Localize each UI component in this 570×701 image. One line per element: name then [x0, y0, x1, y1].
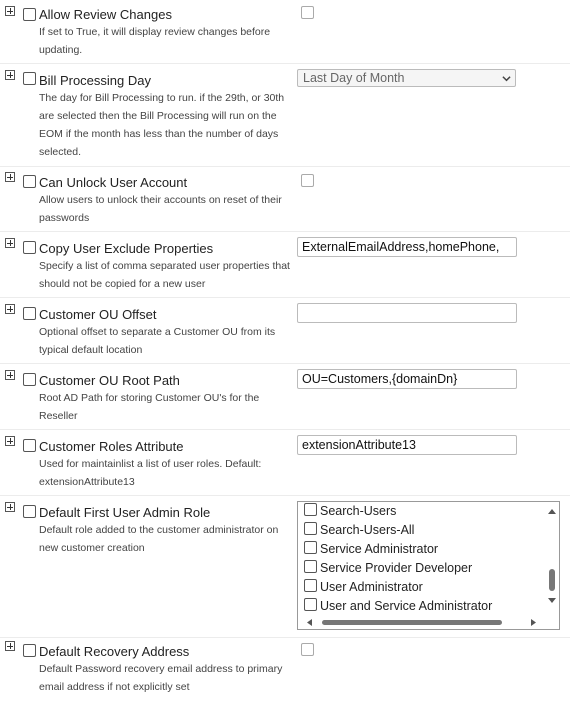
expand-icon[interactable]	[5, 238, 15, 248]
horizontal-scrollbar[interactable]	[298, 616, 545, 629]
option-checkbox[interactable]	[304, 598, 317, 611]
expand-icon[interactable]	[5, 172, 15, 182]
divider	[0, 495, 570, 496]
expand-icon[interactable]	[5, 6, 15, 16]
setting-title: Customer Roles Attribute	[39, 439, 184, 454]
expand-icon[interactable]	[5, 502, 15, 512]
scrollbar-thumb	[322, 620, 502, 625]
setting-description: Optional offset to separate a Customer OU from its typical default location	[39, 326, 276, 356]
value-checkbox[interactable]	[301, 643, 314, 656]
setting-title: Default Recovery Address	[39, 644, 190, 659]
expand-icon[interactable]	[5, 370, 15, 380]
option-checkbox[interactable]	[304, 579, 317, 592]
scroll-left-arrow-icon	[307, 619, 312, 626]
option-checkbox[interactable]	[304, 560, 317, 573]
divider	[0, 637, 570, 638]
list-item[interactable]: Service Administrator	[304, 541, 438, 556]
setting-title: Allow Review Changes	[39, 7, 172, 22]
setting-description: Specify a list of comma separated user properties that should not be copied for a new user	[39, 260, 290, 290]
setting-title: Customer OU Root Path	[39, 373, 180, 388]
setting-title: Can Unlock User Account	[39, 175, 188, 190]
setting-description: Root AD Path for storing Customer OU's for the Reseller	[39, 392, 260, 422]
select-value: Last Day of Month	[303, 71, 405, 85]
select-checkbox[interactable]	[23, 175, 36, 188]
scrollbar-corner	[545, 616, 559, 629]
expand-icon[interactable]	[5, 70, 15, 80]
setting-title: Bill Processing Day	[39, 73, 151, 88]
chevron-down-icon	[502, 74, 511, 83]
setting-description: Default role added to the customer administrator on new customer creation	[39, 524, 279, 554]
setting-title: Copy User Exclude Properties	[39, 241, 214, 256]
scroll-right-arrow-icon	[531, 619, 536, 626]
customer-ou-root-path-input[interactable]: OU=Customers,{domainDn}	[297, 369, 517, 389]
expand-icon[interactable]	[5, 436, 15, 446]
option-checkbox[interactable]	[304, 522, 317, 535]
scroll-down-arrow-icon	[548, 598, 556, 603]
setting-description: If set to True, it will display review changes before updating.	[39, 26, 271, 56]
divider	[0, 231, 570, 232]
select-checkbox[interactable]	[23, 241, 36, 254]
divider	[0, 363, 570, 364]
select-checkbox[interactable]	[23, 439, 36, 452]
value-checkbox[interactable]	[301, 174, 314, 187]
list-item[interactable]: User Administrator	[304, 579, 423, 594]
list-item[interactable]: User and Service Administrator	[304, 598, 492, 613]
setting-description: Used for maintainlist a list of user roles. Default: extensionAttribute13	[39, 458, 262, 488]
option-checkbox[interactable]	[304, 541, 317, 554]
expand-icon[interactable]	[5, 641, 15, 651]
customer-roles-attribute-input[interactable]: extensionAttribute13	[297, 435, 517, 455]
setting-description: The day for Bill Processing to run. if the 29th, or 30th are selected then the Bill Processing will run on the EOM if the month has less than the number of days selected.	[39, 92, 285, 158]
select-checkbox[interactable]	[23, 644, 36, 657]
divider	[0, 297, 570, 298]
bill-processing-day-select[interactable]	[297, 69, 516, 87]
select-checkbox[interactable]	[23, 505, 36, 518]
setting-description: Allow users to unlock their accounts on reset of their passwords	[39, 194, 282, 224]
divider	[0, 166, 570, 167]
admin-role-listbox[interactable]	[297, 501, 560, 630]
customer-ou-offset-input[interactable]	[297, 303, 517, 323]
select-checkbox[interactable]	[23, 307, 36, 320]
select-checkbox[interactable]	[23, 373, 36, 386]
list-item[interactable]: Service Provider Developer	[304, 560, 472, 575]
setting-title: Default First User Admin Role	[39, 505, 211, 520]
list-item[interactable]: Search-Users-All	[304, 522, 414, 537]
list-item[interactable]: Search-Users	[304, 503, 396, 518]
copy-user-exclude-properties-input[interactable]: ExternalEmailAddress,homePhone,	[297, 237, 517, 257]
setting-description: Default Password recovery email address to primary email address if not explicitly set	[39, 663, 283, 693]
value-checkbox[interactable]	[301, 6, 314, 19]
divider	[0, 429, 570, 430]
divider	[0, 63, 570, 64]
setting-title: Customer OU Offset	[39, 307, 157, 322]
option-checkbox[interactable]	[304, 503, 317, 516]
scroll-up-arrow-icon	[548, 509, 556, 514]
vertical-scrollbar[interactable]	[545, 502, 559, 616]
expand-icon[interactable]	[5, 304, 15, 314]
scrollbar-thumb	[549, 569, 555, 591]
select-checkbox[interactable]	[23, 72, 36, 85]
select-checkbox[interactable]	[23, 8, 36, 21]
